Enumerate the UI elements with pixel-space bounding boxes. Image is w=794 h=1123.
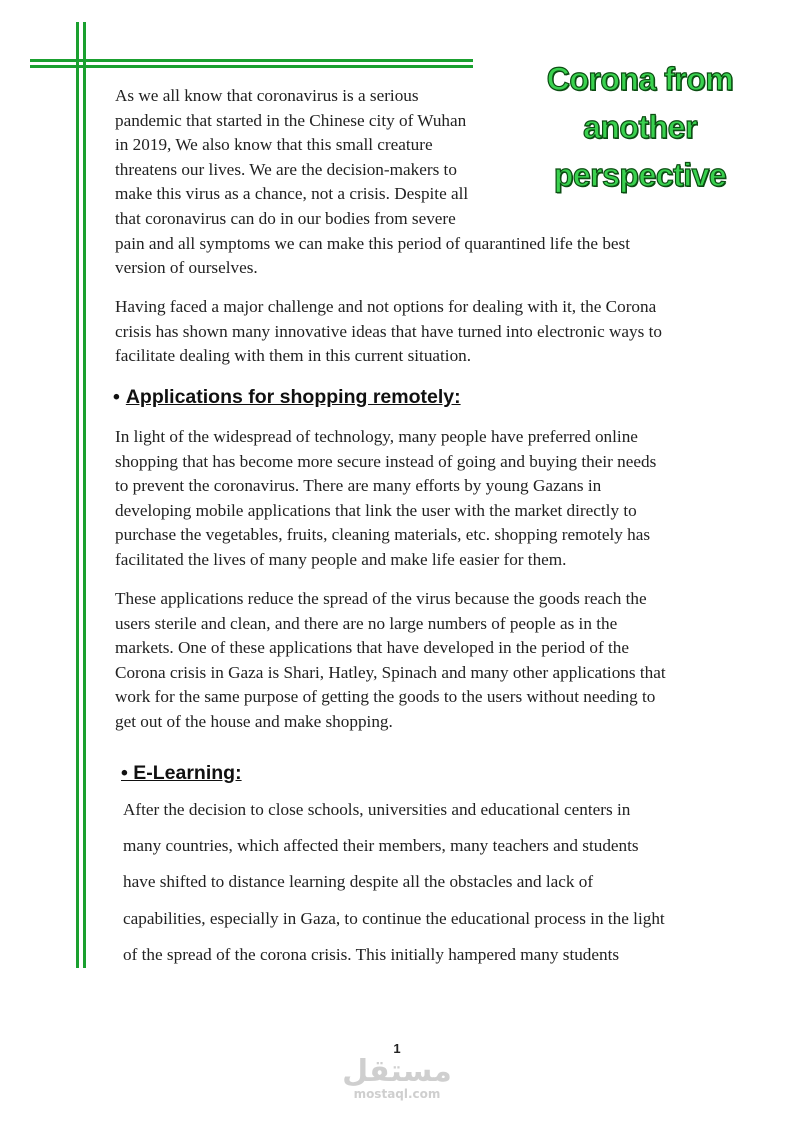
text-line: in 2019, We also know that this small creature xyxy=(115,135,433,155)
text-line: many countries, which affected their members, many teachers and students xyxy=(123,836,639,856)
text-line: to prevent the coronavirus. There are many efforts by young Gazans in xyxy=(115,476,602,496)
section-heading-text: Applications for shopping remotely: xyxy=(125,386,461,408)
text-line: work for the same purpose of getting the goods to the users without needing to xyxy=(115,687,656,707)
text-line: pandemic that started in the Chinese city of Wuhan xyxy=(115,110,467,130)
text-line: Corona crisis in Gaza is Shari, Hatley, Spinach and many other applications that xyxy=(115,662,666,682)
border-vertical-line-1 xyxy=(76,22,79,968)
text-line: capabilities, especially in Gaza, to continue the educational process in the light xyxy=(123,908,665,928)
text-line: After the decision to close schools, universities and educational centers in xyxy=(123,800,631,819)
text-line: In light of the widespread of technology, many people have preferred online xyxy=(115,427,638,446)
shopping-paragraph-1 xyxy=(115,425,735,573)
text-line: shopping that has become more secure instead of going and buying their needs xyxy=(115,451,657,471)
text-line: Having faced a major challenge and not options for dealing with it, the Corona xyxy=(115,297,657,316)
title-line: another xyxy=(583,109,697,145)
shopping-paragraph-2 xyxy=(115,587,735,735)
text-line: get out of the house and make shopping. xyxy=(115,711,393,731)
border-vertical-line-2 xyxy=(83,22,86,968)
challenge-paragraph xyxy=(115,295,725,369)
text-line: that coronavirus can do in our bodies from severe xyxy=(115,208,456,228)
watermark xyxy=(330,1056,464,1100)
intro-paragraph xyxy=(115,84,715,281)
text-line: facilitated the lives of many people and make life easier for them. xyxy=(115,549,567,569)
text-line: developing mobile applications that link the user with the market directly to xyxy=(115,500,637,520)
text-line: As we all know that coronavirus is a serious xyxy=(115,86,419,105)
text-line: version of ourselves. xyxy=(115,258,258,278)
border-horizontal-line-2 xyxy=(30,65,473,68)
text-line: users sterile and clean, and there are no large numbers of people as in the xyxy=(115,613,618,633)
text-line: threatens our lives. We are the decision-makers to xyxy=(115,159,457,179)
title-line: Corona from xyxy=(546,61,734,97)
watermark-arabic: مستقل xyxy=(342,1054,452,1089)
text-line: markets. One of these applications that have developed in the period of the xyxy=(115,638,630,658)
text-line: of the spread of the corona crisis. This initially hampered many students xyxy=(123,944,620,964)
section-heading-shopping xyxy=(113,386,461,409)
text-line: purchase the vegetables, fruits, cleaning materials, etc. shopping remotely has xyxy=(115,525,651,545)
text-line: facilitate dealing with them in this current situation. xyxy=(115,346,472,366)
section-heading-elearning: • E-Learning: xyxy=(121,762,242,784)
title-line: perspective xyxy=(553,157,727,193)
text-line: crisis has shown many innovative ideas that have turned into electronic ways to xyxy=(115,321,662,341)
text-line: make this virus as a chance, not a crisis. Despite all xyxy=(115,184,469,204)
border-horizontal-line-1 xyxy=(30,59,473,62)
elearning-paragraph xyxy=(123,792,723,973)
text-line: have shifted to distance learning despite all the obstacles and lack of xyxy=(123,872,594,892)
watermark-latin: mostaql.com xyxy=(353,1087,441,1101)
text-line: pain and all symptoms we can make this period of quarantined life the best xyxy=(115,233,631,253)
bullet-icon: • xyxy=(113,386,120,408)
page-number: 1 xyxy=(393,1041,401,1056)
text-line: These applications reduce the spread of the virus because the goods reach the xyxy=(115,589,647,608)
